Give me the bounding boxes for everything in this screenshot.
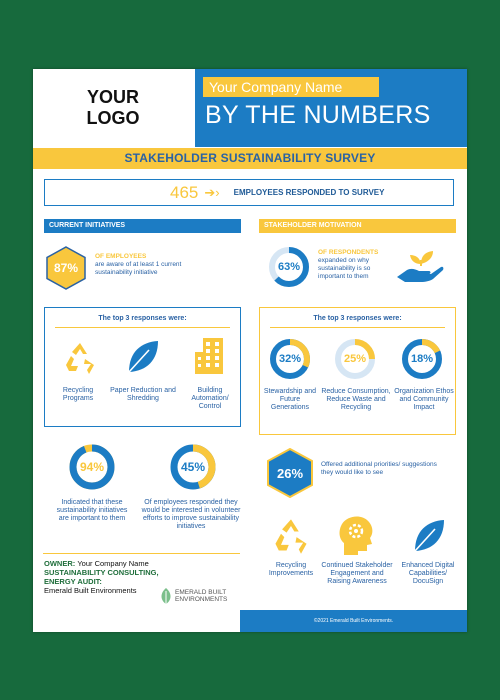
ring-18	[400, 337, 444, 381]
survey-title-band: STAKEHOLDER SUSTAINABILITY SURVEY	[33, 148, 467, 169]
logo-line-1: YOUR	[86, 87, 139, 107]
stat-label-respondents: OF RESPONDENTS	[318, 249, 379, 256]
current-top3-title: The top 3 responses were:	[98, 315, 187, 322]
ring-value-45: 45%	[180, 460, 206, 474]
priority-label-engagement: Continued Stakeholder Engagement and Raising Awareness	[321, 562, 393, 585]
logo-line-2: LOGO	[86, 108, 140, 128]
ring-94	[68, 443, 116, 491]
responses-label: EMPLOYEES RESPONDED TO SURVEY	[233, 188, 385, 197]
item-label-recycling: Recycling Programs	[62, 387, 94, 402]
leaf-icon	[411, 516, 447, 556]
item-label-paper: Paper Reduction and Shredding	[110, 387, 176, 402]
ring-label-ethos: Organization Ethos and Community Impact	[394, 388, 454, 411]
priority-label-recycling: Recycling Improvements	[268, 562, 314, 577]
current-initiatives-heading: CURRENT INITIATIVES	[44, 219, 241, 233]
footer-copyright: ©2021 Emerald Built Environments.	[240, 610, 467, 632]
company-name: Your Company Name	[203, 77, 379, 97]
consult-label-1: SUSTAINABILITY CONSULTING,	[44, 568, 159, 577]
ring-25	[333, 337, 377, 381]
ring-text-94: Indicated that these sustainability initiatives are important to them	[56, 499, 128, 522]
responses-box	[44, 179, 454, 206]
leaf-logo-icon	[159, 587, 173, 605]
ring-value-18: 18%	[410, 353, 434, 365]
brand-line-2: ENVIRONMENTS	[175, 596, 228, 603]
responses-count: 465	[170, 182, 199, 202]
brand-line-1: EMERALD BUILT	[175, 589, 227, 596]
ring-text-45: Of employees responded they would be interested in volunteer efforts to improve sustainability initiatives	[141, 499, 241, 530]
stat-value-87: 87%	[53, 261, 79, 275]
stat-text-employees: are aware of at least 1 current sustainability initiative	[95, 261, 182, 276]
ring-value-63: 63%	[277, 261, 301, 273]
owner-block	[44, 559, 159, 595]
hexagon-26	[267, 448, 313, 498]
recycle-icon	[271, 516, 311, 556]
stat-label-employees: OF EMPLOYEES	[95, 253, 147, 260]
ring-32	[268, 337, 312, 381]
consult-value: Emerald Built Environments	[44, 586, 137, 595]
ring-value-94: 94%	[79, 460, 105, 474]
ring-value-25: 25%	[343, 353, 367, 365]
priority-label-digital: Enhanced Digital Capabilities/ DocuSign	[401, 562, 455, 585]
recycle-icon	[62, 340, 98, 376]
ring-value-32: 32%	[278, 353, 302, 365]
brand-mark	[159, 587, 227, 605]
current-top3-box	[44, 307, 241, 427]
stat-value-26: 26%	[276, 465, 304, 481]
ring-63	[267, 245, 311, 289]
motivation-top3-title: The top 3 responses were:	[313, 315, 402, 322]
item-label-building: Building Automation/ Control	[191, 387, 229, 410]
header-banner	[195, 69, 467, 147]
ring-label-stewardship: Stewardship and Future Generations	[263, 388, 317, 411]
ring-45	[169, 443, 217, 491]
hand-sprout-icon	[395, 244, 445, 284]
person-gear-icon	[336, 513, 376, 557]
arrow-icon: ➔›	[204, 184, 220, 200]
divider	[55, 327, 230, 328]
consult-label-2: ENERGY AUDIT:	[44, 577, 102, 586]
logo-placeholder	[33, 69, 193, 147]
stat-text-respondents: expanded on why sustainability is so important to them	[318, 257, 371, 280]
building-icon	[193, 336, 225, 376]
owner-value: Your Company Name	[77, 559, 149, 568]
ring-label-consumption: Reduce Consumption, Reduce Waste and Recycling	[321, 388, 391, 411]
page-title: BY THE NUMBERS	[205, 101, 431, 129]
hexagon-87	[46, 246, 86, 290]
infographic-sheet	[33, 69, 467, 632]
extra-text: Offered additional priorities/ suggestions they would like to see	[321, 461, 437, 476]
leaf-icon	[125, 338, 161, 376]
owner-label: OWNER:	[44, 559, 76, 568]
divider	[43, 553, 240, 554]
motivation-top3-box	[259, 307, 456, 435]
divider	[270, 327, 445, 328]
stakeholder-motivation-heading: STAKEHOLDER MOTIVATION	[259, 219, 456, 233]
